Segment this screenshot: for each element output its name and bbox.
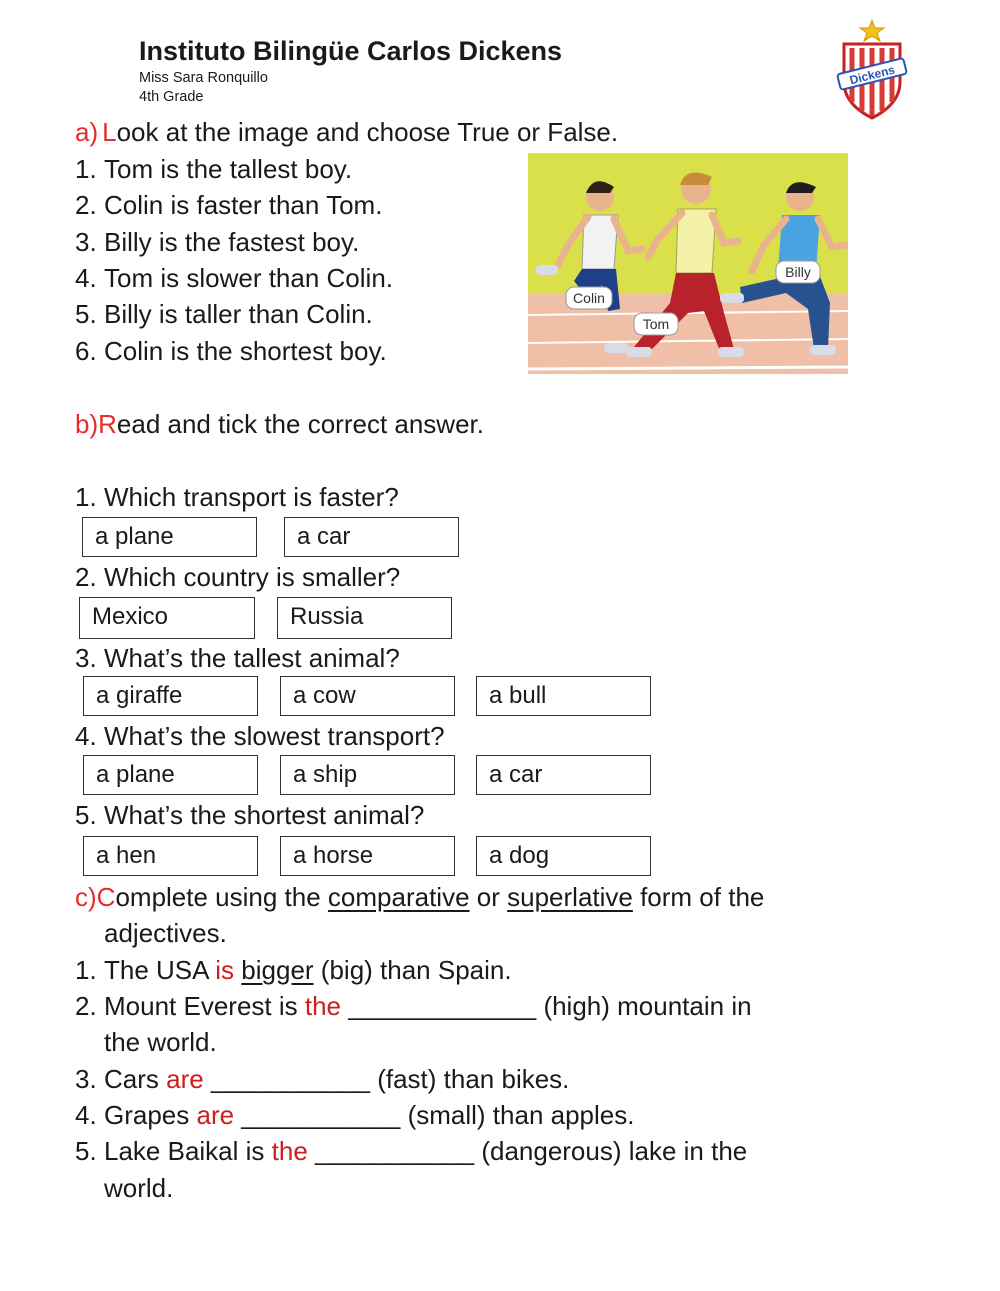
answer-option[interactable]: a bull [476, 676, 651, 716]
answer-option[interactable]: Russia [277, 597, 452, 639]
section-b-instruction: b)Read and tick the correct answer. [75, 409, 484, 439]
answer-option[interactable]: a ship [280, 755, 455, 795]
answer-option[interactable]: a hen [83, 836, 258, 876]
grade: 4th Grade [139, 89, 204, 105]
fill-in-sentence: Mount Everest is the _____________ (high) mountain in [104, 991, 752, 1021]
list-item-number: 4. [75, 263, 97, 293]
school-logo [834, 18, 910, 122]
list-item-number: 5. [75, 1136, 97, 1166]
fill-in-sentence: Lake Baikal is the ___________ (dangerous) lake in the [104, 1136, 748, 1166]
fill-in-sentence: Cars are ___________ (fast) than bikes. [104, 1064, 570, 1094]
list-item-number: 2. [75, 190, 97, 220]
answer-option[interactable]: a horse [280, 836, 455, 876]
answer-option[interactable]: Mexico [79, 597, 255, 639]
section-c-instruction-cont: adjectives. [104, 918, 227, 948]
true-false-statement: Billy is the fastest boy. [104, 227, 360, 257]
list-item-number: 6. [75, 336, 97, 366]
list-item-number: 5. [75, 299, 97, 329]
list-item-number: 2. [75, 991, 97, 1021]
question-number: 5. [75, 800, 97, 830]
svg-text:Dickens: Dickens [848, 62, 897, 88]
example-sentence: The USA is bigger (big) than Spain. [104, 955, 512, 985]
true-false-statement: Colin is the shortest boy. [104, 336, 387, 366]
example-answer: bigger [241, 955, 314, 985]
fill-in-sentence-cont: the world. [104, 1027, 217, 1057]
answer-option[interactable]: a cow [280, 676, 455, 716]
list-item-number: 4. [75, 1100, 97, 1130]
question-number: 4. [75, 721, 97, 751]
true-false-statement: Billy is taller than Colin. [104, 299, 373, 329]
school-name: Instituto Bilingüe Carlos Dickens [139, 36, 563, 66]
teacher-name: Miss Sara Ronquillo [139, 70, 268, 86]
fill-in-sentence-cont: world. [104, 1173, 174, 1203]
question-number: 1. [75, 482, 97, 512]
answer-option[interactable]: a dog [476, 836, 651, 876]
question-text: What’s the slowest transport? [104, 721, 445, 751]
fill-in-sentence: Grapes are ___________ (small) than apples. [104, 1100, 635, 1130]
answer-option[interactable]: a car [284, 517, 459, 557]
section-c-instruction: c)Complete using the comparative or superlative form of the [75, 882, 765, 912]
question-text: What’s the tallest animal? [104, 643, 400, 673]
answer-option[interactable]: a car [476, 755, 651, 795]
question-number: 2. [75, 562, 97, 592]
svg-text:Billy: Billy [785, 264, 811, 280]
list-item-number: 3. [75, 1064, 97, 1094]
answer-option[interactable]: a plane [82, 517, 257, 557]
question-number: 3. [75, 643, 97, 673]
answer-option[interactable]: a plane [83, 755, 258, 795]
runners-illustration [528, 153, 848, 374]
true-false-statement: Colin is faster than Tom. [104, 190, 383, 220]
svg-text:Tom: Tom [642, 316, 670, 332]
question-text: Which transport is faster? [104, 482, 399, 512]
true-false-statement: Tom is the tallest boy. [104, 154, 353, 184]
question-text: What’s the shortest animal? [104, 800, 425, 830]
question-text: Which country is smaller? [104, 562, 401, 592]
section-a-instruction: a) Look at the image and choose True or False. [75, 117, 619, 147]
true-false-statement: Tom is slower than Colin. [104, 263, 393, 293]
svg-text:Colin: Colin [573, 290, 605, 306]
list-item-number: 3. [75, 227, 97, 257]
list-item-number: 1. [75, 955, 97, 985]
answer-option[interactable]: a giraffe [83, 676, 258, 716]
list-item-number: 1. [75, 154, 97, 184]
